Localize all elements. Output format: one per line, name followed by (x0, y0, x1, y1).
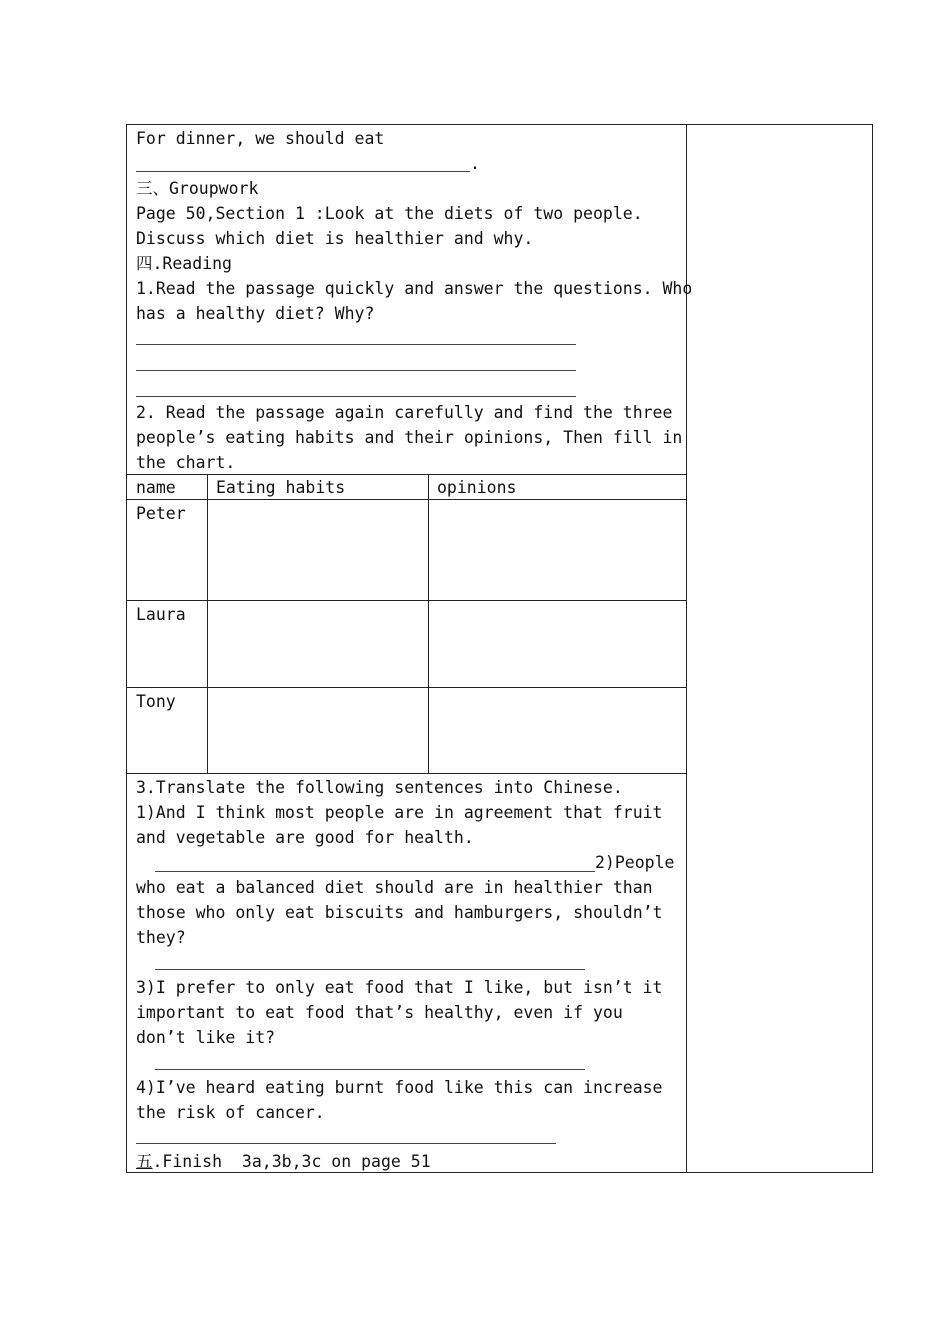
chart-row-border (126, 600, 687, 601)
chart-column-divider (428, 474, 429, 774)
translate-heading: 3.Translate the following sentences into Chinese. (136, 778, 623, 797)
dinner-answer-blank[interactable] (136, 171, 470, 172)
reading-heading: 四.Reading (136, 254, 232, 273)
reading-q2-line1: 2. Read the passage again carefully and find the three (136, 403, 673, 422)
translate-s1-line2: and vegetable are good for health. (136, 828, 474, 847)
translate-s3-answer-blank[interactable] (155, 1069, 585, 1070)
finish-task (136, 1149, 431, 1174)
translate-s3-line1: 3)I prefer to only eat food that I like, but isn’t it (136, 978, 663, 997)
translate-s2-line3: those who only eat biscuits and hamburgers, shouldn’t (136, 903, 663, 922)
translate-s3-line2: important to eat food that’s healthy, even if you (136, 1003, 623, 1022)
groupwork-instruction-line2: Discuss which diet is healthier and why. (136, 229, 534, 248)
dinner-period: . (470, 154, 480, 173)
chart-header-eating-habits: Eating habits (216, 478, 346, 497)
chart-bottom-border (126, 773, 687, 774)
translate-s1-line1: 1)And I think most people are in agreement that fruit (136, 803, 663, 822)
finish-section-number: 五 (136, 1152, 153, 1171)
translate-s4-line2: the risk of cancer. (136, 1103, 325, 1122)
reading-q1-answer-blank[interactable] (136, 396, 576, 397)
reading-q1-line2: has a healthy diet? Why? (136, 304, 375, 323)
reading-q2-line3: the chart. (136, 453, 236, 472)
finish-task-text: .Finish 3a,3b,3c on page 51 (152, 1152, 431, 1171)
chart-row-name: Peter (136, 504, 186, 523)
translate-s1-answer-blank[interactable] (155, 871, 595, 872)
translate-s2-line2: who eat a balanced diet should are in healthier than (136, 878, 653, 897)
reading-q1-answer-blank[interactable] (136, 370, 576, 371)
chart-header-name: name (136, 478, 176, 497)
translate-s2-answer-blank[interactable] (155, 969, 585, 970)
chart-row-name: Laura (136, 605, 186, 624)
chart-top-border (126, 474, 687, 475)
translate-s3-line3: don’t like it? (136, 1028, 276, 1047)
translate-s2-line4: they? (136, 928, 186, 947)
reading-q1-answer-blank[interactable] (136, 344, 576, 345)
translate-s2-start: 2)People (595, 853, 675, 872)
chart-row-border (126, 687, 687, 688)
groupwork-heading: 三、Groupwork (136, 179, 259, 198)
translate-s4-line1: 4)I’ve heard eating burnt food like this can increase (136, 1078, 663, 1097)
chart-row-name: Tony (136, 692, 176, 711)
dinner-prompt: For dinner, we should eat (136, 129, 385, 148)
groupwork-instruction-line1: Page 50,Section 1 :Look at the diets of two people. (136, 204, 643, 223)
reading-q2-line2: people’s eating habits and their opinions, Then fill in (136, 428, 683, 447)
chart-column-divider (207, 474, 208, 774)
chart-header-opinions: opinions (437, 478, 517, 497)
translate-s4-answer-blank[interactable] (136, 1143, 556, 1144)
chart-header-border (126, 499, 687, 500)
reading-q1-line1: 1.Read the passage quickly and answer the questions. Who (136, 279, 693, 298)
